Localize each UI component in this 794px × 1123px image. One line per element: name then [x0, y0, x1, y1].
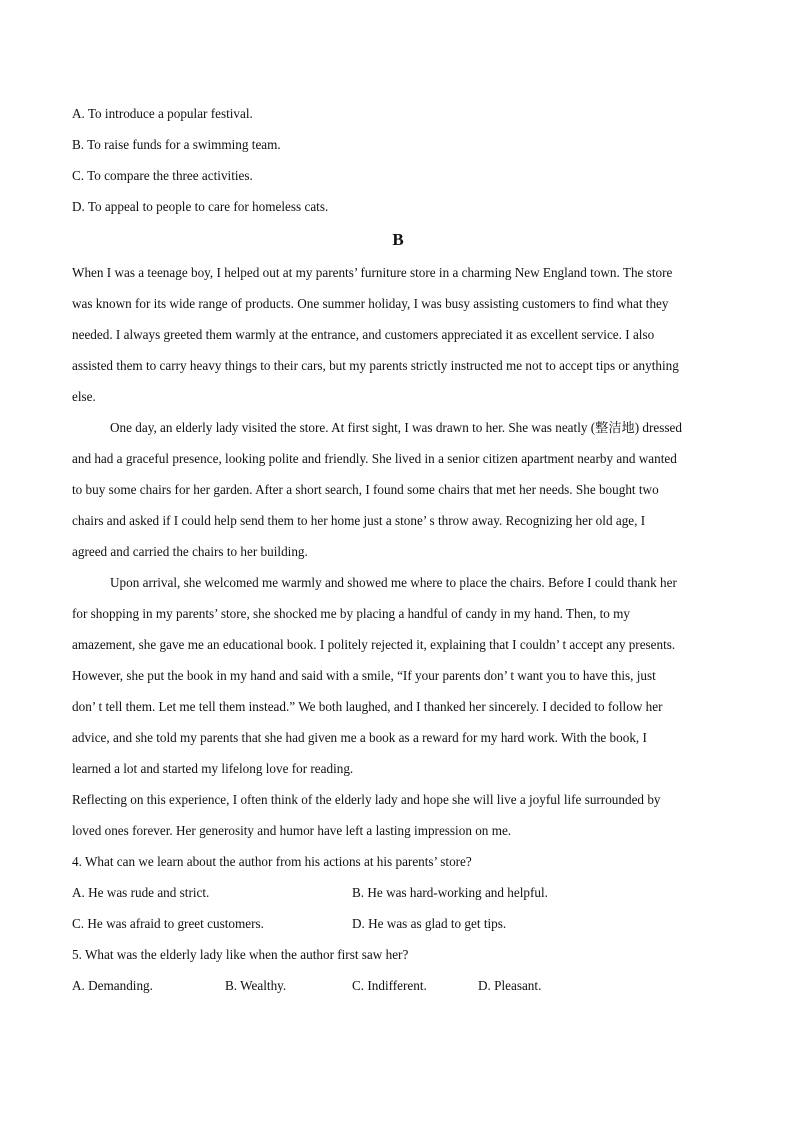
passage-line: However, she put the book in my hand and said with a smile, “If your parents don’ t want you to have this, just — [72, 668, 656, 683]
option-d: D. Pleasant. — [478, 978, 542, 993]
question-5 — [72, 939, 724, 1001]
option-b: B. Wealthy. — [225, 978, 287, 993]
option-a: A. He was rude and strict. — [72, 885, 210, 900]
passage-line: to buy some chairs for her garden. After a short search, I found some chairs that met her needs. She bought two — [72, 482, 659, 497]
passage-line: needed. I always greeted them warmly at the entrance, and customers appreciated it as excellent service. I also — [72, 327, 655, 342]
option-d: D. He was as glad to get tips. — [352, 916, 507, 931]
passage-line: chairs and asked if I could help send them to her home just a stone’ s throw away. Recognizing her old age, I — [72, 513, 646, 528]
paragraph-3 — [72, 567, 724, 784]
question-stem: 5. What was the elderly lady like when the author first saw her? — [72, 947, 409, 962]
passage-line: assisted them to carry heavy things to their cars, but my parents strictly instructed me not to accept tips or anything — [72, 358, 679, 373]
passage-line: advice, and she told my parents that she had given me a book as a reward for my hard work. With the book, I — [72, 730, 647, 745]
passage-line: don’ t tell them. Let me tell them instead.” We both laughed, and I thanked her sincerely. I decided to follow her — [72, 699, 663, 714]
passage-line: Upon arrival, she welcomed me warmly and showed me where to place the chairs. Before I could thank her — [110, 575, 677, 590]
passage-line: and had a graceful presence, looking polite and friendly. She lived in a senior citizen apartment nearby and wanted — [72, 451, 677, 466]
section-heading: B — [392, 230, 404, 249]
previous-question-options — [72, 98, 724, 222]
passage-line: agreed and carried the chairs to her building. — [72, 544, 308, 559]
passage-line: for shopping in my parents’ store, she shocked me by placing a handful of candy in my hand. Then, to my — [72, 606, 631, 621]
passage-line: Reflecting on this experience, I often think of the elderly lady and hope she will live a joyful life surrounded by — [72, 792, 661, 807]
option-d: D. To appeal to people to care for homeless cats. — [72, 199, 329, 214]
paragraph-4 — [72, 784, 724, 846]
passage-line: When I was a teenage boy, I helped out at my parents’ furniture store in a charming New England town. The store — [72, 265, 673, 280]
passage-line: learned a lot and started my lifelong love for reading. — [72, 761, 354, 776]
option-a: A. Demanding. — [72, 978, 153, 993]
passage-line: One day, an elderly lady visited the store. At first sight, I was drawn to her. She was neatly (整洁地) dressed — [110, 420, 682, 435]
paragraph-1 — [72, 257, 724, 412]
option-c: C. Indifferent. — [352, 978, 427, 993]
question-4 — [72, 846, 724, 939]
paragraph-2 — [72, 412, 724, 567]
exam-page — [72, 98, 724, 1001]
option-b: B. He was hard-working and helpful. — [352, 885, 548, 900]
passage-line: was known for its wide range of products. One summer holiday, I was busy assisting customers to find what they — [72, 296, 669, 311]
option-c: C. He was afraid to greet customers. — [72, 916, 264, 931]
passage — [72, 257, 724, 846]
options-row — [72, 970, 724, 1001]
passage-line: loved ones forever. Her generosity and humor have left a lasting impression on me. — [72, 823, 512, 838]
option-a: A. To introduce a popular festival. — [72, 106, 253, 121]
option-c: C. To compare the three activities. — [72, 168, 253, 183]
options-row — [72, 877, 724, 908]
question-stem: 4. What can we learn about the author from his actions at his parents’ store? — [72, 854, 472, 869]
passage-line: amazement, she gave me an educational book. I politely rejected it, explaining that I couldn’ t accept any presents. — [72, 637, 676, 652]
options-row — [72, 908, 724, 939]
option-b: B. To raise funds for a swimming team. — [72, 137, 281, 152]
passage-line: else. — [72, 389, 96, 404]
